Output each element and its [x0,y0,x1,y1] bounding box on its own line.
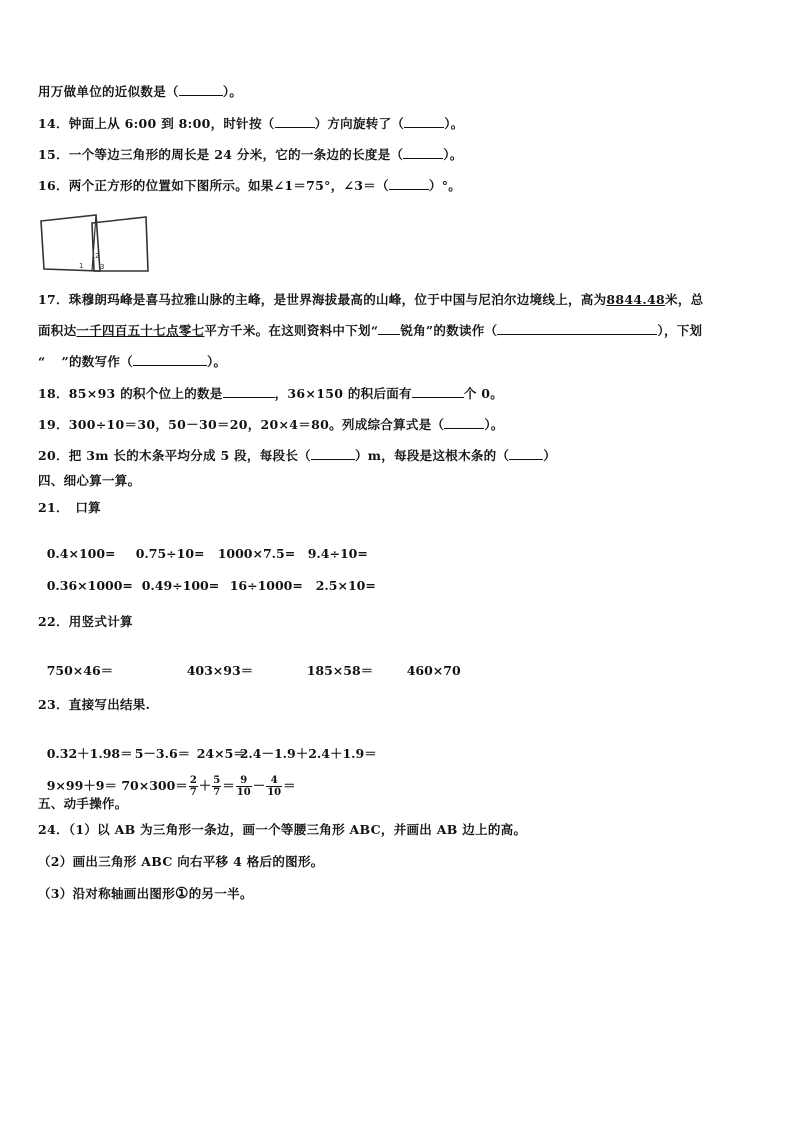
vertical-calc-item: 460×70 [406,663,461,678]
q20-text-b: ）m，每段是这根木条的（ [354,448,510,463]
underlined-height: 8844.48 [606,292,666,307]
q17-text-i: ）。 [207,354,227,369]
two-squares-figure [38,213,150,275]
direct-calc-item: 24×5＝ [196,746,246,761]
plus-sign: ＋ [198,778,212,793]
q13-text-b: ）。 [222,84,243,99]
q17-line-1 [38,292,703,308]
direct-calc-item: 9×99＋9＝ [46,778,117,793]
vertical-calc-item: 750×46＝ [46,663,114,678]
q13-line [38,84,242,100]
oral-item: 9.4÷10= [307,546,368,561]
q24-part-3 [38,885,253,902]
direct-calc-item: 2.4－1.9＋2.4＋1.9＝ [239,746,377,761]
q19-text-b: ）。 [484,417,504,432]
oral-item: 0.49÷100= [141,578,220,593]
q16-text-a: 16．两个正方形的位置如下图所示。如果∠1＝75°，∠3＝（ [38,178,389,193]
q24-part-1: 24．（1）以 AB 为三角形一条边，画一个等腰三角形 ABC，并画出 AB 边上的高。 [38,822,527,837]
equals-sign: ＝ [222,778,235,793]
q14-line [38,116,464,132]
q21-title: 21． 口算 [38,500,101,515]
numerator: 5 [213,775,221,786]
answer-blank[interactable] [497,323,657,335]
q17-text-b: 米，总 [665,292,704,307]
numerator: 2 [189,775,197,786]
q17-line-2 [38,323,702,339]
vertical-calc-item: 403×93＝ [186,663,254,678]
direct-calc-item: 70×300＝ [121,778,188,793]
left-square [41,215,100,271]
section-5-heading: 五、动手操作。 [38,796,128,811]
direct-calc-item: 0.32＋1.98＝ [46,746,133,761]
q16-text-b: ）°。 [428,178,462,193]
q17-text-e: 锐角”的数读作（ [400,323,498,338]
q24-part-3-text-a: （3）沿对称轴画出图形 [38,886,175,901]
q18-text-a: 18．85×93 的积个位上的数是 [38,386,223,401]
underlined-area: 一千四百五十七点零七 [76,323,205,338]
fraction [266,775,282,798]
q17-line-3 [38,354,226,370]
q17-text-c: 面积达 [38,323,77,338]
answer-blank[interactable] [389,178,429,190]
vertical-calc-item: 185×58＝ [306,663,374,678]
q22-title: 22．用竖式计算 [38,614,133,629]
answer-blank[interactable] [509,448,543,460]
q24-part-2: （2）画出三角形 ABC 向右平移 4 格后的图形。 [38,854,324,869]
oral-item: 0.75÷10= [135,546,205,561]
q17-text-f: ），下划 [657,323,703,338]
angle-3-label: 3 [100,263,105,271]
minus-sign: － [252,778,266,793]
answer-blank[interactable] [404,116,444,128]
q18-text-c: 个 0。 [463,386,504,401]
oral-item: 0.4×100= [46,546,116,561]
q22-row [38,646,461,679]
answer-blank[interactable] [444,417,484,429]
equals-sign: ＝ [283,778,296,793]
numerator: 4 [266,775,282,787]
q18-text-b: ，36×150 的积后面有 [274,386,412,401]
q20-line [38,448,556,464]
q18-line [38,386,503,402]
q14-text-b: ）方向旋转了（ [314,116,405,131]
fraction [189,775,198,798]
q20-text-c: ） [543,448,557,463]
section-4-heading: 四、细心算一算。 [38,473,141,488]
q23-title: 23．直接写出结果. [38,697,151,712]
q14-text-a: 14．钟面上从 6:00 到 8:00，时针按（ [38,116,275,131]
underline-mark [378,323,400,335]
denominator: 7 [213,787,221,798]
q20-text-a: 20．把 3m 长的木条平均分成 5 段，每段长（ [38,448,311,463]
q16-line [38,178,461,194]
answer-blank[interactable] [223,386,275,398]
q13-text-a: 用万做单位的近似数是（ [38,84,179,99]
angle-2-label: 2 [95,252,100,260]
q14-text-c: ）。 [444,116,464,131]
denominator: 10 [236,787,251,798]
q15-text-a: 15．一个等边三角形的周长是 24 分米，它的一条边的长度是（ [38,147,404,162]
q23-row-2 [38,760,296,798]
q15-text-b: ）。 [443,147,463,162]
answer-blank[interactable] [311,448,355,460]
oral-item: 1000×7.5= [217,546,296,561]
wavy-underline-mark [46,354,62,370]
q21-row-2 [38,563,376,593]
q24-part-3-text-b: 的另一半。 [188,886,253,901]
q17-text-d: 平方千米。在这则资料中下划“ [204,323,379,338]
q19-line [38,417,504,433]
q21-row-1 [38,531,368,561]
q17-text-h: ”的数写作（ [61,354,133,369]
angle-1-label: 1 [79,262,84,270]
oral-item: 2.5×10= [315,578,376,593]
answer-blank[interactable] [275,116,315,128]
answer-blank[interactable] [412,386,464,398]
numerator: 9 [236,775,252,787]
q19-text-a: 19．300÷10＝30，50－30＝20，20×4＝80。列成综合算式是（ [38,417,445,432]
oral-item: 16÷1000= [229,578,303,593]
answer-blank[interactable] [133,354,207,366]
denominator: 7 [189,787,197,798]
q15-line [38,147,463,163]
fraction [212,775,221,798]
circled-one-symbol: ① [175,884,189,902]
q17-text-g: “ [38,354,46,369]
answer-blank[interactable] [179,84,223,96]
oral-item: 0.36×1000= [46,578,133,593]
q23-row-1 [38,729,377,762]
q17-text-a: 17．珠穆朗玛峰是喜马拉雅山脉的主峰，是世界海拔最高的山峰，位于中国与尼泊尔边境线上，高为 [38,292,607,307]
denominator: 10 [267,787,282,798]
direct-calc-item: 5－3.6＝ [134,746,191,761]
answer-blank[interactable] [403,147,443,159]
fraction [236,775,252,798]
